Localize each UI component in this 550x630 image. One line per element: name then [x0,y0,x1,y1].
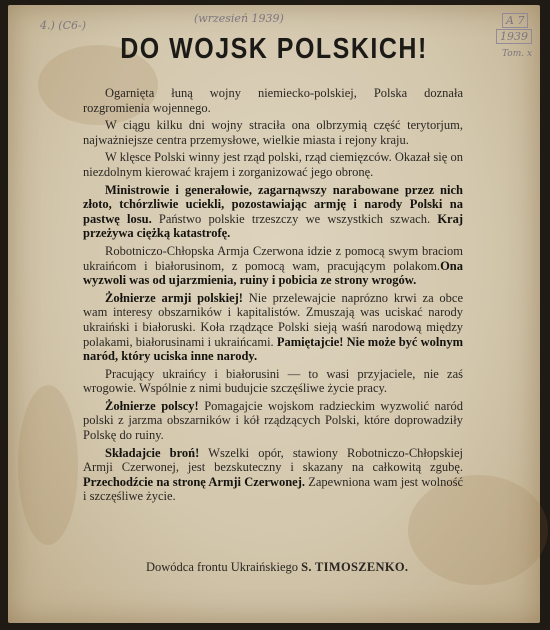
paragraph-2 [83,118,463,147]
bold-text-run: Pamiętajcie! Nie może być wolnym naród, który uciska inne narody. [83,334,463,364]
leaflet-page [8,5,540,623]
paper-stain [18,385,78,545]
bold-text-run: Ministrowie i generałowie, zagarnąwszy narabowane przez nich złoto, tchórzliwie uciekli, pozostawiając armję i narody Polski na pastwę losu. [83,182,463,226]
text-run: Pracujący ukraińcy i białorusini — to wasi przyjaciele, nie zaś wrogowie. Wspólnie z nimi budujcie szczęśliwe życie pracy. [83,366,463,396]
paragraph-5 [83,244,463,288]
archive-mark-left: 4.) (C6-) [40,19,86,32]
signature-role: Dowódca frontu Ukraińskiego [146,560,299,574]
bold-text-run: Kraj przeżywa ciężką katastrofę. [83,211,464,241]
text-run: Ogarnięta łuną wojny niemiecko-polskiej, Polska doznała rozgromienia wojennego. [83,86,463,115]
bold-text-run: Żołnierze armji polskiej! [105,290,243,305]
signature-line [146,560,408,575]
archive-mark-top: (wrzesień 1939) [194,12,284,25]
signature-name: S. TIMOSZENKO. [301,560,409,574]
paragraph-1 [83,86,463,115]
text-run: Wszelki opór, stawiony Robotniczo-Chłopskiej Armji Czerwonej, jest bezskuteczny i skazany na całkowitą zgubę. [83,445,463,475]
archive-mark-note: Tom. x [502,49,533,59]
paragraph-8 [83,399,463,443]
bold-text-run: Ona wyzwoli was od ujarzmienia, ruiny i pobicia ze strony wrogów. [83,258,463,288]
paragraph-9 [83,446,463,504]
paragraph-4 [83,183,463,241]
paragraph-7 [83,367,463,396]
leaflet-title: DO WOJSK POLSKICH! [120,32,428,66]
text-run: W klęsce Polski winny jest rząd polski, rząd ciemięzców. Okazał się on niezdolnym kierować krajem i zorganizować jego obronę. [83,150,463,179]
leaflet-body [83,86,463,507]
text-run: Nie przelewajcie naprózno krwi za obce wam interesy obszarników i kapitalistów. Zmuszają was uciskać narody ukraiński i białoruski. Koła rządzące Polski sieją waśń narodową między polakami, białorusinami i ukraińcami. [83,290,463,349]
text-run: Zapewniona wam jest wolność i szczęśliwe życie. [83,474,463,504]
bold-text-run: Przechodźcie na stronę Armji Czerwonej. [83,474,305,489]
text-run: Pomagajcie wojskom radzieckim wyzwolić naród polski z jarzma obszarników i kół rządzących Polski, które doprowadziły Polskę do ruiny. [83,398,463,443]
bold-text-run: Składajcie broń! [105,445,200,460]
archive-mark-year: 1939 [496,29,532,44]
archive-mark-number: A 7 [502,13,528,28]
paragraph-3 [83,150,463,179]
paragraph-6 [83,291,463,364]
bold-text-run: Żołnierze polscy! [105,398,199,413]
text-run: W ciągu kilku dni wojny straciła ona olbrzymią część terytorjum, najważniejsze centra przemysłowe, wielkie miasta i rejony kraju. [83,118,463,147]
text-run: Państwo polskie trzeszczy we wszystkich szwach. [151,211,438,226]
text-run: Robotniczo-Chłopska Armja Czerwona idzie z pomocą swym braciom ukraińcom i białorusinom, z pomocą wam, pracującym polakom. [83,243,463,273]
